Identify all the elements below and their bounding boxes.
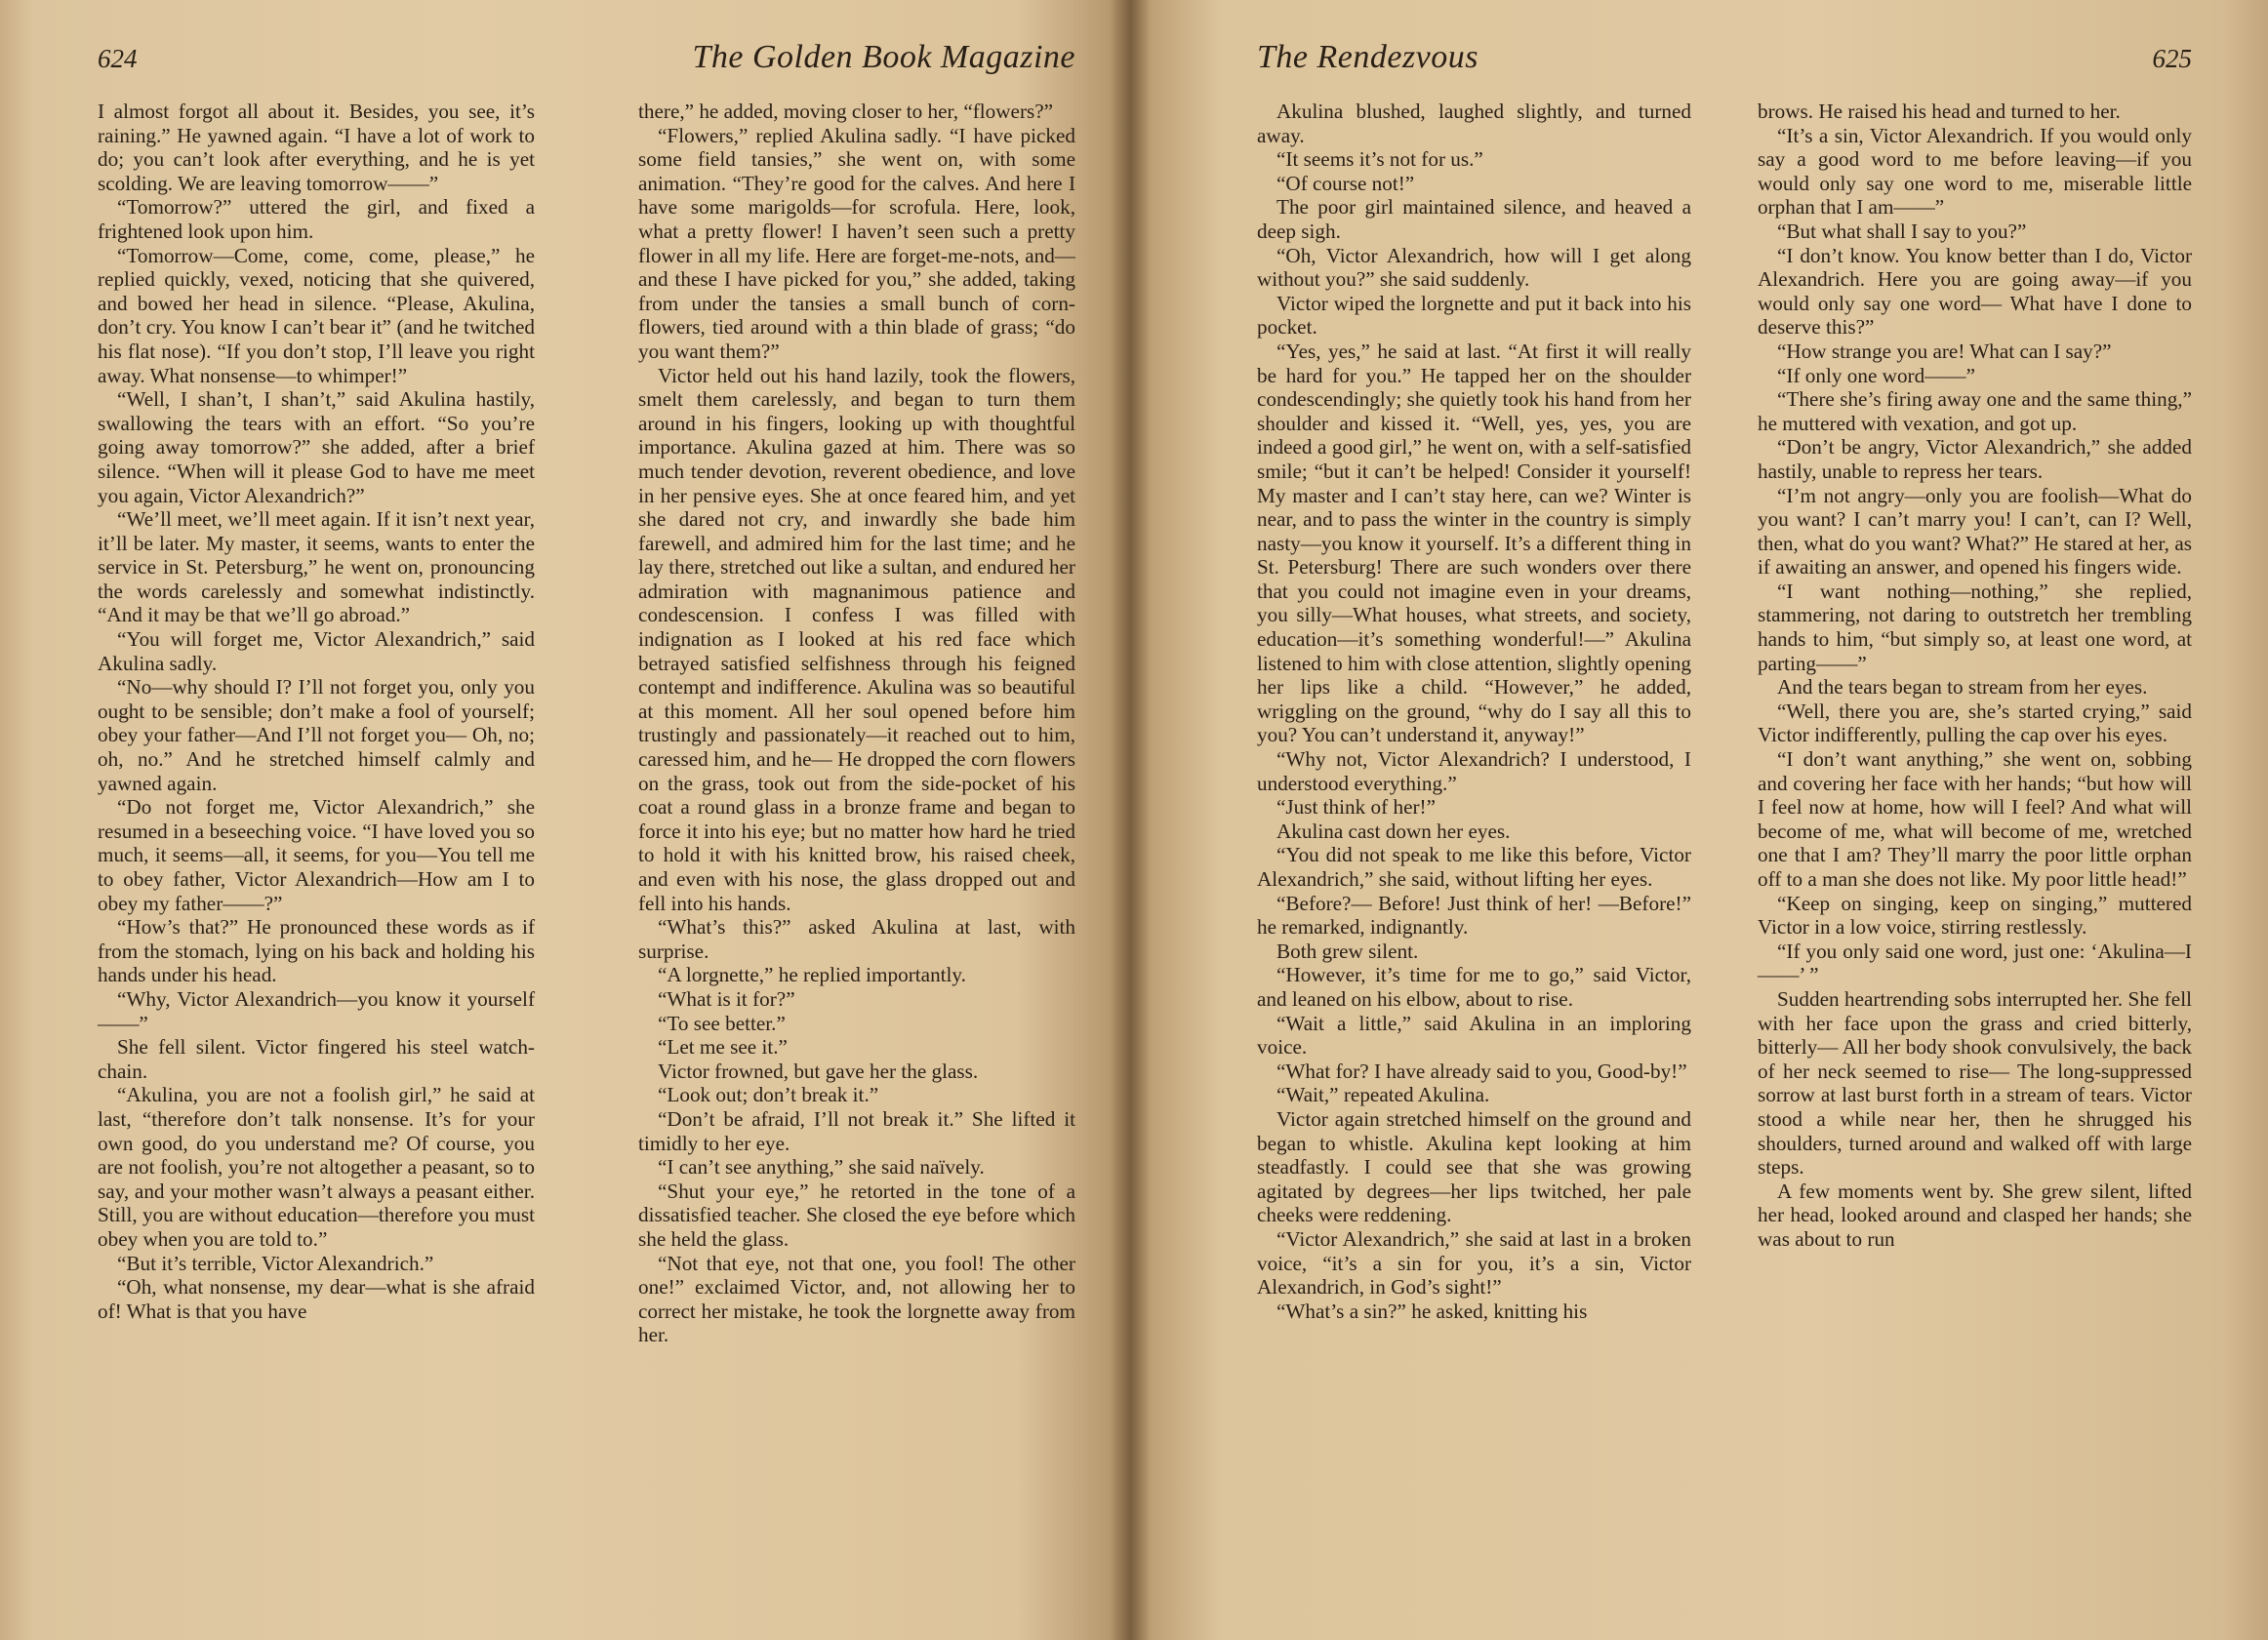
paragraph: A few moments went by. She grew silent, lifted her head, looked around and clasped her hands; she was about to run [1758,1179,2192,1251]
paragraph: “Tomorrow?” uttered the girl, and fixed a frightened look upon him. [98,195,535,243]
paragraph: “Before?— Before! Just think of her! —Before!” he remarked, indignantly. [1257,891,1691,940]
paragraph: “I can’t see anything,” she said naïvely. [658,1155,985,1180]
paragraph: “Well, there you are, she’s started crying,” said Victor indifferently, pulling the cap over his eyes. [1758,699,2192,747]
paragraph: “What for? I have already said to you, Good-by!” [1276,1059,1687,1083]
paragraph: “If you only said one word, just one: ‘Akulina—I——’ ” [1758,939,2192,987]
left-columns [98,100,1075,1347]
paragraph: “Don’t be angry, Victor Alexandrich,” she added hastily, unable to repress her tears. [1758,435,2192,483]
left-running-head [98,39,1075,88]
paragraph: there,” he added, moving closer to her, “flowers?” [638,100,1054,123]
right-column-1 [1257,100,1691,1323]
paragraph: “Do not forget me, Victor Alexandrich,” she resumed in a beseeching voice. “I have loved you so much, it seems—all, it seems, for you—You tell me to obey father, Victor Alexandrich—How am I to obey my father——?” [98,795,535,915]
paragraph: “I want nothing—nothing,” she replied, stammering, not daring to outstretch her trembling hands to him, “but simply so, at least one word, at parting——” [1758,579,2192,675]
paragraph: “Yes, yes,” he said at last. “At first it will really be hard for you.” He tapped her on the shoulder condescendingly; she quietly took his hand from her shoulder and kissed it. “Well, yes, yes, you are indeed a good girl,” he went on, with a self-satisfied smile; “but it can’t be helped! Consider it yourself! My master and I can’t stay here, can we? Winter is near, and to pass the winter in the country is simply nasty—you know it yourself. It’s a different thing in St. Petersburg! There are such wonders over there that you could not imagine even in your dreams, you silly—What houses, what streets, and society, education—it’s something wonderful!—” Akulina listened to him with close attention, slightly opening her lips like a child. “However,” he added, wriggling on the ground, “why do I say all this to you? You can’t understand it, anyway!” [1257,339,1691,747]
paragraph: “I’m not angry—only you are foolish—What do you want? I can’t marry you! I can’t, can I? Well, then, what do you want? What?” He stared at her, as if awaiting an answer, and opened his fingers wide. [1758,483,2192,580]
paragraph: “Of course not!” [1276,171,1415,195]
paragraph: “There she’s firing away one and the same thing,” he muttered with vexation, and got up. [1758,387,2192,435]
paragraph: “Keep on singing, keep on singing,” muttered Victor in a low voice, stirring restlessly. [1758,891,2192,940]
paragraph: Akulina blushed, laughed slightly, and turned away. [1257,100,1691,147]
paragraph: “You will forget me, Victor Alexandrich,” said Akulina sadly. [98,627,535,675]
story-title: The Rendezvous [1257,39,1479,75]
paragraph: “Why not, Victor Alexandrich? I understood, I understood everything.” [1257,747,1691,795]
paragraph: Sudden heartrending sobs interrupted her. She fell with her face upon the grass and cried bitterly, bitterly— All her body shook convulsively, the back of her neck seemed to rise— The long-suppressed sorrow at last burst forth in a stream of tears. Victor stood a while near her, then he shrugged his shoulders, turned around and walked off with large steps. [1758,986,2192,1180]
paragraph: “A lorgnette,” he replied importantly. [658,963,966,987]
left-page [0,0,1130,1640]
paragraph: “Oh, Victor Alexandrich, how will I get along without you?” she said suddenly. [1257,243,1691,292]
paragraph: “I don’t want anything,” she went on, sobbing and covering her face with her hands; “but how will I feel now at home, how will I feel? And what will become of me, what will become of me, wretched one that I am? They’ll marry the poor little orphan off to a man she does not like. My poor little head!” [1758,747,2192,891]
right-running-head [1257,39,2192,88]
magazine-title: The Golden Book Magazine [692,39,1075,75]
paragraph: “You did not speak to me like this before, Victor Alexandrich,” she said, without lifting her eyes. [1257,843,1691,891]
paragraph: “Tomorrow—Come, come, come, please,” he replied quickly, vexed, noticing that she quivered, and bowed her head in silence. “Please, Akulina, don’t cry. You know I can’t bear it” (and he twitched his flat nose). “If you don’t stop, I’ll leave you right away. What nonsense—to whimper!” [98,243,535,387]
right-columns [1257,100,2192,1323]
paragraph: “However, it’s time for me to go,” said Victor, and leaned on his elbow, about to rise. [1257,963,1691,1011]
gutter-shadow-right [1130,0,1150,1640]
paragraph: Victor held out his hand lazily, took the flowers, smelt them carelessly, and began to turn them around in his fingers, looking up with thoughtful importance. Akulina gazed at him. There was so much tender devotion, reverent obedience, and love in her pensive eyes. She at once feared him, and yet she dared not cry, and inwardly she bade him farewell, and admired him for the last time; and he lay there, stretched out like a sultan, and endured her admiration with magnanimous patience and condescension. I confess I was filled with indignation as I looked at his red face which betrayed satisfied selfishness through his feigned contempt and indifference. Akulina was so beautiful at this moment. All her soul opened before him trustingly and passionately—it reached out to him, caressed him, and he— He dropped the corn flowers on the grass, took out from the side-pocket of his coat a round glass in a bronze frame and began to force it into his eye; but no matter how hard he tried to hold it with his knitted brow, his raised cheek, and even with his nose, the glass dropped out and fell into his hands. [638,363,1075,915]
paragraph: “What is it for?” [658,986,795,1011]
paragraph: “How strange you are! What can I say?” [1777,339,2112,363]
paragraph: Both grew silent. [1276,939,1419,963]
paragraph: “It seems it’s not for us.” [1276,147,1483,172]
page-number-left: 624 [98,44,138,73]
paragraph: The poor girl maintained silence, and heaved a deep sigh. [1257,195,1691,243]
paragraph: “We’ll meet, we’ll meet again. If it isn’t next year, it’ll be later. My master, it seems, wants to enter the service in St. Petersburg,” he went on, pronouncing the words carelessly and somewhat indistinctly. “And it may be that we’ll go abroad.” [98,507,535,627]
left-column-2 [638,100,1075,1347]
gutter-shadow-left [1111,0,1130,1640]
paragraph: “Wait,” repeated Akulina. [1276,1083,1490,1107]
paragraph: “Not that eye, not that one, you fool! The other one!” exclaimed Victor, and, not allowing her to correct her mistake, he took the lorgnette away from her. [638,1251,1075,1347]
paragraph: “Let me see it.” [658,1035,788,1060]
paragraph: “Look out; don’t break it.” [658,1083,879,1107]
paragraph: “What’s this?” asked Akulina at last, with surprise. [638,915,1075,963]
paragraph: “I don’t know. You know better than I do, Victor Alexandrich. Here you are going away—if you would only say one word— What have I done to deserve this?” [1758,243,2192,340]
paragraph: “Oh, what nonsense, my dear—what is she afraid of! What is that you have [98,1275,535,1323]
paragraph: brows. He raised his head and turned to her. [1758,100,2121,123]
page-number-right: 625 [2152,44,2192,73]
paragraph: She fell silent. Victor fingered his steel watch-chain. [98,1035,535,1083]
paragraph: Victor frowned, but gave her the glass. [658,1059,979,1083]
paragraph: “Wait a little,” said Akulina in an imploring voice. [1257,1011,1691,1060]
paragraph: And the tears began to stream from her eyes. [1777,675,2148,700]
paragraph: Victor again stretched himself on the ground and began to whistle. Akulina kept looking at him steadfastly. I could see that she was growing agitated by degrees—her lips twitched, her pale cheeks were reddening. [1257,1106,1691,1227]
paragraph: “To see better.” [658,1011,786,1035]
paragraph: “Flowers,” replied Akulina sadly. “I have picked some field tansies,” she went on, with some animation. “They’re good for the calves. And here I have some marigolds—for scrofula. Here, look, what a pretty flower! I haven’t seen such a pretty flower in all my life. Here are forget-me-nots, and—and these I have picked for you,” she added, taking from under the tansies a small bunch of corn-flowers, tied around with a thin blade of grass; “do you want them?” [638,123,1075,363]
paragraph: I almost forgot all about it. Besides, you see, it’s raining.” He yawned again. “I have a lot of work to do; you can’t look after everything, and he is yet scolding. We are leaving tomorrow——” [98,100,535,195]
paragraph: “How’s that?” He pronounced these words as if from the stomach, lying on his back and holding his hands under his head. [98,915,535,987]
paragraph: “Akulina, you are not a foolish girl,” he said at last, “therefore don’t talk nonsense. It’s for your own good, do you understand me? Of course, you are not foolish, you’re not altogether a peasant, so to say, and your mother wasn’t always a peasant either. Still, you are without education—therefore you must obey when you are told to.” [98,1083,535,1251]
right-page [1130,0,2268,1640]
paragraph: Victor wiped the lorgnette and put it back into his pocket. [1257,291,1691,340]
left-column-1 [98,100,535,1347]
paragraph: “No—why should I? I’ll not forget you, only you ought to be sensible; don’t make a fool of yourself; obey your father—And I’ll not forget you— Oh, no; oh, no.” And he stretched himself calmly and yawned again. [98,675,535,795]
paragraph: “Don’t be afraid, I’ll not break it.” She lifted it timidly to her eye. [638,1106,1075,1155]
paragraph: “But it’s terrible, Victor Alexandrich.” [117,1251,434,1275]
right-column-2 [1758,100,2192,1323]
paragraph: “Why, Victor Alexandrich—you know it yourself——” [98,986,535,1035]
paragraph: “Well, I shan’t, I shan’t,” said Akulina hastily, swallowing the tears with an effort. “So you’re going away tomorrow?” she added, after a brief silence. “When will it please God to have me meet you again, Victor Alexandrich?” [98,387,535,507]
paragraph: “Just think of her!” [1276,795,1436,820]
paragraph: “Shut your eye,” he retorted in the tone of a dissatisfied teacher. She closed the eye before which she held the glass. [638,1179,1075,1251]
paragraph: “If only one word——” [1777,363,1975,387]
paragraph: Akulina cast down her eyes. [1276,819,1511,843]
paragraph: “But what shall I say to you?” [1777,219,2027,243]
paragraph: “What’s a sin?” he asked, knitting his [1276,1299,1588,1323]
paragraph: “It’s a sin, Victor Alexandrich. If you would only say a good word to me before leaving—if you would only say one word to me, miserable little orphan that I am——” [1758,123,2192,220]
paragraph: “Victor Alexandrich,” she said at last in a broken voice, “it’s a sin for you, it’s a sin, Victor Alexandrich, in God’s sight!” [1257,1226,1691,1300]
